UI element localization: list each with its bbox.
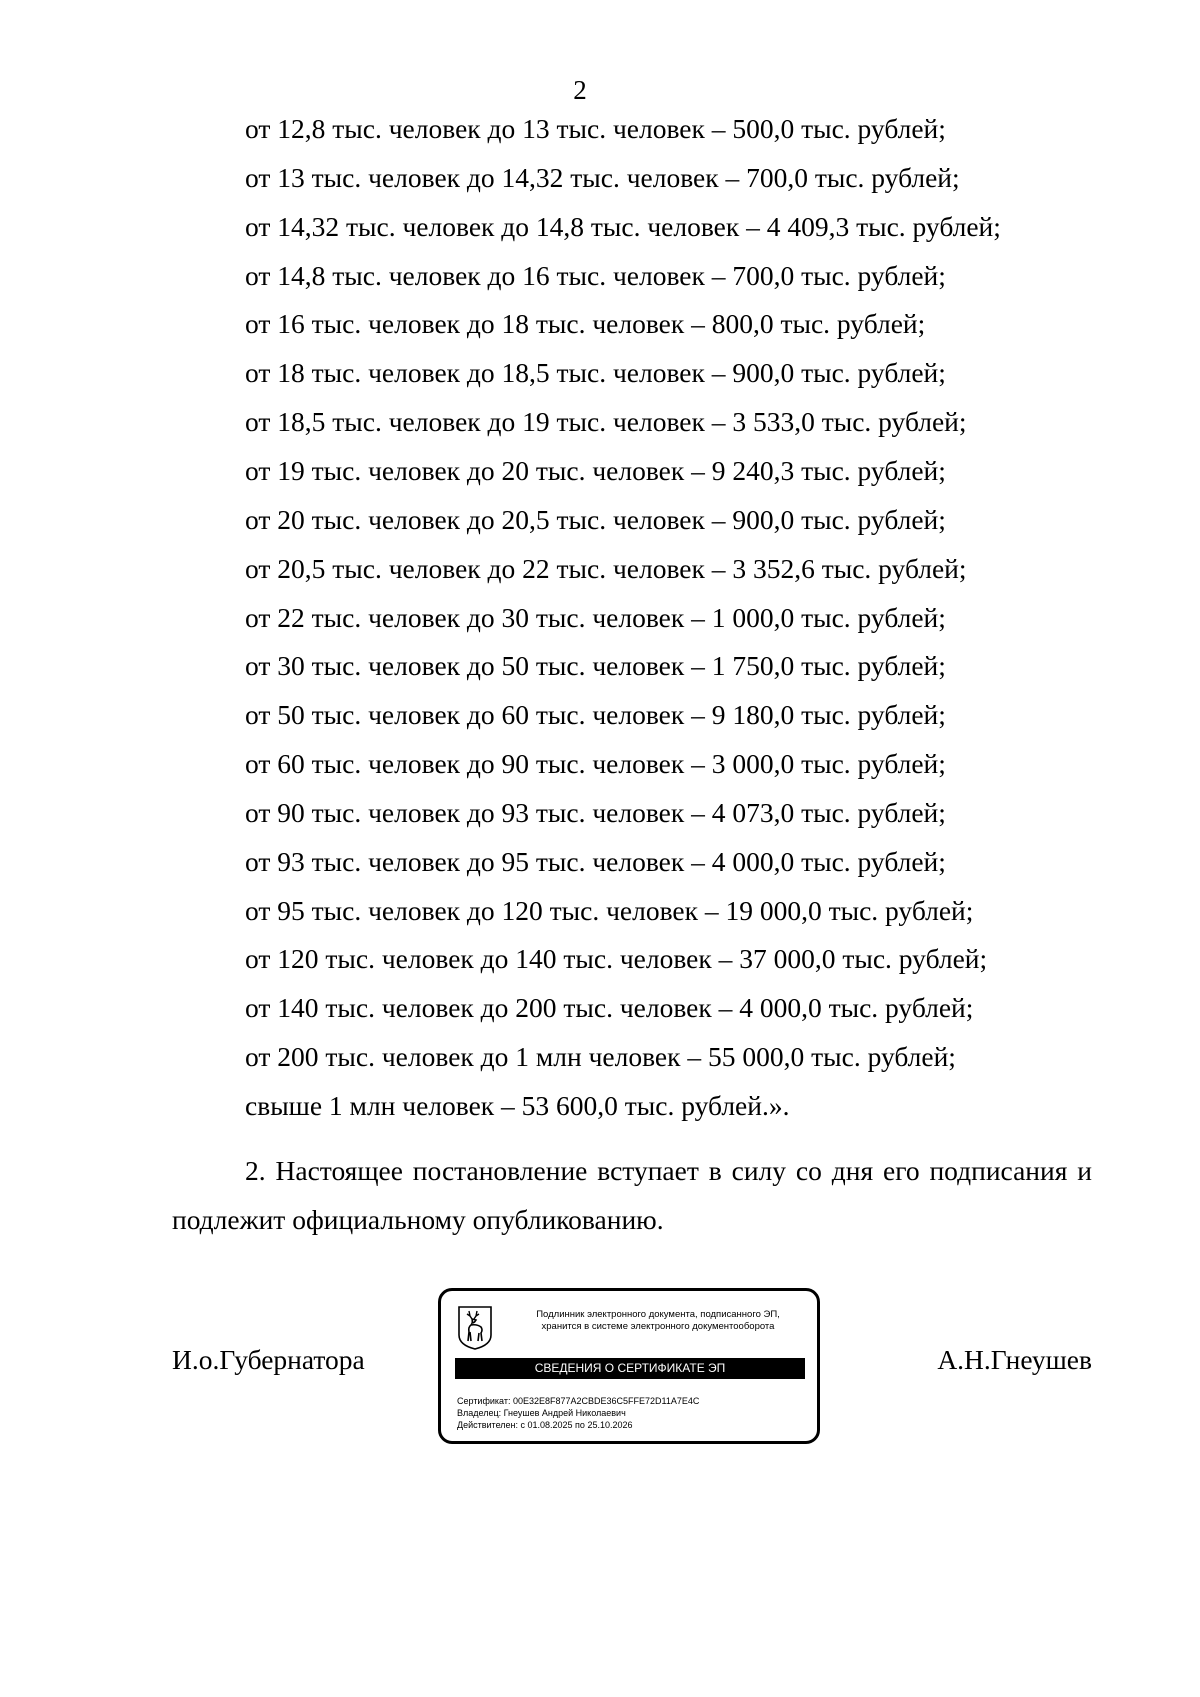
- effective-date-paragraph: 2. Настоящее постановление вступает в силу со дня его подписания и подлежит официальному опубликованию.: [172, 1155, 1092, 1235]
- deer-emblem-icon: [457, 1305, 493, 1351]
- funding-tier-line: от 95 тыс. человек до 120 тыс. человек – 19 000,0 тыс. рублей;: [245, 894, 974, 926]
- funding-tier-line: от 93 тыс. человек до 95 тыс. человек – 4 000,0 тыс. рублей;: [245, 845, 946, 877]
- electronic-signature-stamp: [438, 1288, 820, 1444]
- signatory-name: А.Н.Гнеушев: [937, 1344, 1092, 1375]
- stamp-header: [503, 1309, 813, 1333]
- stamp-header-line: Подлинник электронного документа, подписанного ЭП,: [536, 1309, 780, 1320]
- funding-tier-line: от 30 тыс. человек до 50 тыс. человек – 1 750,0 тыс. рублей;: [245, 650, 946, 682]
- funding-tier-line: от 140 тыс. человек до 200 тыс. человек – 4 000,0 тыс. рублей;: [245, 992, 974, 1024]
- funding-tier-line: от 16 тыс. человек до 18 тыс. человек – 800,0 тыс. рублей;: [245, 308, 926, 340]
- funding-tier-line: от 14,8 тыс. человек до 16 тыс. человек – 700,0 тыс. рублей;: [245, 259, 946, 291]
- certificate-validity: Действителен: с 01.08.2025 по 25.10.2026: [457, 1420, 633, 1430]
- funding-tier-line: от 22 тыс. человек до 30 тыс. человек – 1 000,0 тыс. рублей;: [245, 601, 946, 633]
- funding-tier-line: от 20 тыс. человек до 20,5 тыс. человек – 900,0 тыс. рублей;: [245, 503, 946, 535]
- funding-tier-line: от 50 тыс. человек до 60 тыс. человек – 9 180,0 тыс. рублей;: [245, 699, 946, 731]
- funding-tier-line: от 19 тыс. человек до 20 тыс. человек – 9 240,3 тыс. рублей;: [245, 454, 946, 486]
- funding-tier-line: свыше 1 млн человек – 53 600,0 тыс. рублей.».: [245, 1090, 790, 1121]
- funding-tier-line: от 60 тыс. человек до 90 тыс. человек – 3 000,0 тыс. рублей;: [245, 748, 946, 780]
- stamp-header-line: хранится в системе электронного документооборота: [541, 1321, 775, 1332]
- page-number: 2: [573, 75, 587, 105]
- funding-tier-line: от 120 тыс. человек до 140 тыс. человек – 37 000,0 тыс. рублей;: [245, 943, 988, 975]
- stamp-certificate-details: [457, 1395, 699, 1431]
- funding-tier-line: от 90 тыс. человек до 93 тыс. человек – 4 073,0 тыс. рублей;: [245, 796, 946, 828]
- funding-tier-line: от 13 тыс. человек до 14,32 тыс. человек – 700,0 тыс. рублей;: [245, 161, 960, 193]
- funding-tier-line: от 18,5 тыс. человек до 19 тыс. человек – 3 533,0 тыс. рублей;: [245, 406, 967, 438]
- funding-tier-line: от 14,32 тыс. человек до 14,8 тыс. человек – 4 409,3 тыс. рублей;: [245, 210, 1001, 242]
- funding-tier-line: от 18 тыс. человек до 18,5 тыс. человек – 900,0 тыс. рублей;: [245, 357, 946, 389]
- stamp-title-bar: СВЕДЕНИЯ О СЕРТИФИКАТЕ ЭП: [455, 1358, 805, 1379]
- certificate-number: Сертификат: 00E32E8F877A2CBDE36C5FFE72D11A7E4C: [457, 1396, 700, 1406]
- certificate-owner: Владелец: Гнеушев Андрей Николаевич: [457, 1408, 626, 1418]
- funding-tier-line: от 200 тыс. человек до 1 млн человек – 55 000,0 тыс. рублей;: [245, 1041, 956, 1073]
- funding-tier-line: от 12,8 тыс. человек до 13 тыс. человек – 500,0 тыс. рублей;: [245, 113, 946, 144]
- signatory-position: И.о.Губернатора: [172, 1344, 365, 1375]
- funding-tier-line: от 20,5 тыс. человек до 22 тыс. человек – 3 352,6 тыс. рублей;: [245, 552, 967, 584]
